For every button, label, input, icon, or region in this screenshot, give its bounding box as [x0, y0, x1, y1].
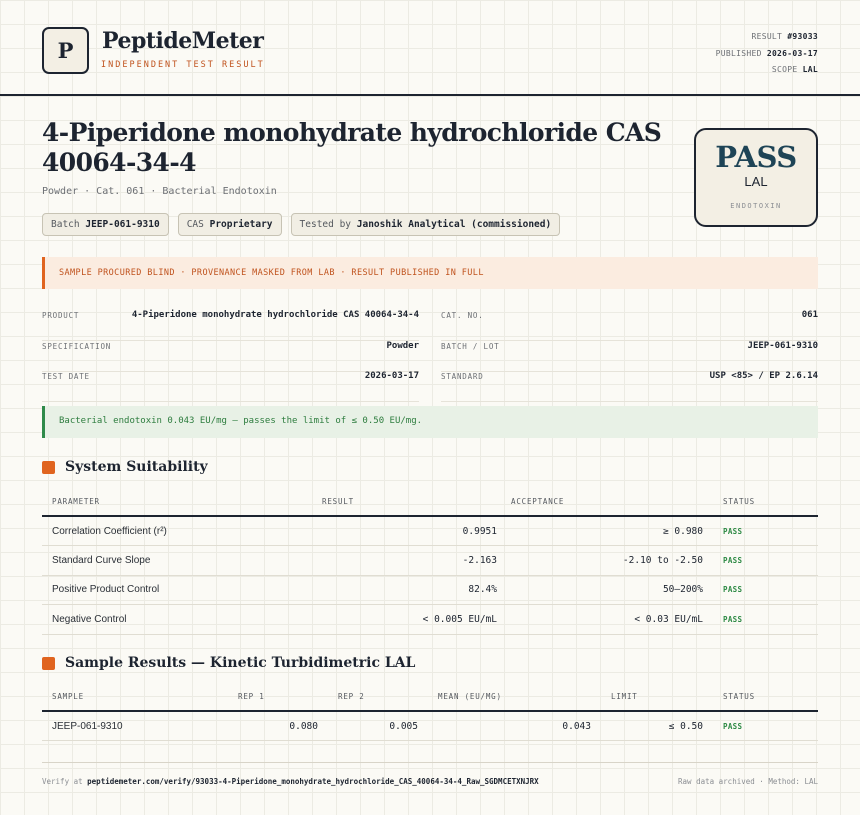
suitability-table: [42, 487, 818, 635]
pass-badge: [694, 128, 818, 227]
chip-value: Proprietary: [209, 219, 273, 230]
parameter-cell: Negative Control: [42, 605, 312, 635]
table-row: [42, 575, 818, 605]
acceptance-cell: -2.10 to -2.50: [507, 546, 713, 576]
badge-category: ENDOTOXIN: [730, 202, 782, 210]
result-cell: 0.9951: [312, 516, 507, 546]
result-meta: [716, 29, 818, 79]
detail-value: 061: [801, 310, 818, 320]
chip-value: JEEP-061-9310: [85, 219, 160, 230]
status-badge: PASS: [713, 605, 818, 635]
detail-value: 4-Piperidone monohydrate hydrochloride CAS 40064-34-4: [131, 310, 419, 320]
detail-standard: [441, 372, 818, 402]
detail-label: PRODUCT: [42, 311, 80, 320]
sample-results-table: [42, 682, 818, 741]
chip-label: Batch: [51, 219, 80, 230]
section-square-icon: [42, 461, 55, 474]
detail-value: USP <85> / EP 2.6.14: [709, 371, 818, 381]
acceptance-cell: < 0.03 EU/mL: [507, 605, 713, 635]
detail-label: TEST DATE: [42, 372, 90, 381]
column-header: RESULT: [312, 487, 507, 516]
scope-label: SCOPE: [771, 65, 798, 74]
page-header: [0, 0, 860, 96]
column-header: STATUS: [713, 487, 818, 516]
detail-value: 2026-03-17: [364, 371, 419, 381]
detail-value: JEEP-061-9310: [747, 341, 818, 351]
mean-cell: 0.043: [428, 711, 601, 741]
column-header: ACCEPTANCE: [507, 487, 713, 516]
table-row: [42, 711, 818, 741]
provenance-banner: SAMPLE PROCURED BLIND · PROVENANCE MASKED FROM LAB · RESULT PUBLISHED IN FULL: [42, 257, 818, 289]
suitability-section-header: [42, 459, 208, 475]
parameter-cell: Correlation Coefficient (r²): [42, 516, 312, 546]
parameter-cell: Positive Product Control: [42, 575, 312, 605]
detail-label: STANDARD: [441, 372, 484, 381]
section-title: Sample Results — Kinetic Turbidimetric LAL: [65, 655, 416, 671]
table-header-row: [42, 487, 818, 516]
status-badge: PASS: [713, 546, 818, 576]
sample-results-section-header: [42, 655, 415, 671]
detail-label: SPECIFICATION: [42, 342, 112, 351]
result-cell: < 0.005 EU/mL: [312, 605, 507, 635]
badge-method: LAL: [744, 174, 768, 189]
column-header: SAMPLE: [42, 682, 228, 711]
verify-link[interactable]: peptidemeter.com/verify/93033-4-Piperidone_monohydrate_hydrochloride_CAS_40064-34-4_Raw_SGDMCETXNJRX: [87, 777, 539, 786]
table-row: [42, 605, 818, 635]
chip-label: CAS: [186, 219, 204, 230]
page-title: 4-Piperidone monohydrate hydrochloride CAS 40064-34-4: [42, 118, 662, 177]
detail-batch-lot: [441, 342, 818, 372]
acceptance-cell: 50–200%: [507, 575, 713, 605]
table-row: [42, 546, 818, 576]
column-header: MEAN (EU/MG): [428, 682, 601, 711]
tested-by-chip: [291, 213, 561, 236]
badge-verdict: PASS: [715, 140, 797, 174]
scope-value: LAL: [802, 65, 818, 74]
result-cell: -2.163: [312, 546, 507, 576]
batch-chip: [42, 213, 169, 236]
logo-icon: P: [42, 27, 89, 74]
detail-label: CAT. NO.: [441, 311, 484, 320]
published-label: PUBLISHED: [715, 48, 762, 58]
verify-prefix: Verify at: [42, 777, 83, 786]
published-date: 2026-03-17: [766, 48, 818, 58]
brand-tagline: INDEPENDENT TEST RESULT: [101, 60, 265, 70]
table-row: [42, 516, 818, 546]
section-title: System Suitability: [65, 459, 208, 475]
detail-product: [42, 311, 419, 341]
acceptance-cell: ≥ 0.980: [507, 516, 713, 546]
result-cell: 82.4%: [312, 575, 507, 605]
result-number: #93033: [787, 32, 818, 41]
page-footer: [42, 762, 818, 802]
column-header: PARAMETER: [42, 487, 312, 516]
column-header: STATUS: [713, 682, 818, 711]
rep1-cell: 0.080: [228, 711, 328, 741]
status-badge: PASS: [713, 575, 818, 605]
column-header: REP 2: [328, 682, 428, 711]
verify-line: [42, 777, 539, 786]
sample-cell: JEEP-061-9310: [42, 711, 228, 741]
detail-value: Powder: [386, 341, 419, 351]
brand-name: PeptideMeter: [102, 28, 264, 54]
detail-test-date: [42, 372, 419, 402]
chip-label: Tested by: [299, 219, 352, 230]
limit-cell: ≤ 0.50: [601, 711, 713, 741]
rep2-cell: 0.005: [328, 711, 428, 741]
detail-specification: [42, 342, 419, 372]
result-summary-note: Bacterial endotoxin 0.043 EU/mg — passes the limit of ≤ 0.50 EU/mg.: [42, 406, 818, 438]
column-header: LIMIT: [601, 682, 713, 711]
detail-label: BATCH / LOT: [441, 342, 500, 351]
chip-value: Janoshik Analytical (commissioned): [356, 219, 552, 230]
result-label: RESULT: [751, 32, 783, 41]
status-badge: PASS: [713, 516, 818, 546]
chip-row: [42, 213, 560, 236]
cas-chip: [178, 213, 282, 236]
status-badge: PASS: [713, 711, 818, 741]
column-header: REP 1: [228, 682, 328, 711]
page-subtitle: Powder · Cat. 061 · Bacterial Endotoxin: [42, 186, 277, 197]
table-header-row: [42, 682, 818, 711]
detail-cat-no: [441, 311, 818, 341]
parameter-cell: Standard Curve Slope: [42, 546, 312, 576]
section-square-icon: [42, 657, 55, 670]
archive-note: Raw data archived · Method: LAL: [678, 777, 818, 786]
